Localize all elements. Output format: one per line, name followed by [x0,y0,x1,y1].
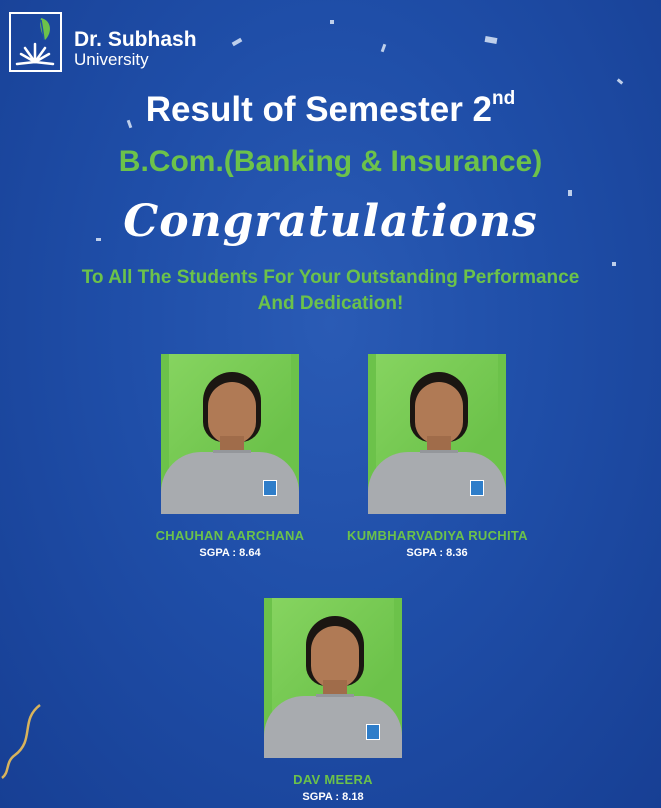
uniform-logo-icon [263,480,277,496]
confetti-piece [330,20,334,24]
congratulations-heading: Congratulations [123,196,538,247]
confetti-piece [485,36,498,44]
program-name: B.Com.(Banking & Insurance) [118,145,543,178]
university-logo [9,12,62,72]
student-photo [264,598,402,758]
confetti-piece [612,262,616,266]
student-name: CHAUHAN AARCHANA [155,528,305,543]
student-card [140,354,320,559]
uniform-logo-icon [470,480,484,496]
student-card [243,598,423,803]
student-card [347,354,527,559]
uniform-logo-icon [366,724,380,740]
student-photo [161,354,299,514]
gold-streamer-icon [0,700,50,780]
student-sgpa: SGPA : 8.36 [406,547,468,559]
student-sgpa: SGPA : 8.18 [302,791,364,803]
leaf-book-icon [11,14,60,70]
student-sgpa: SGPA : 8.64 [199,547,261,559]
university-name-main: Dr. Subhash [74,28,197,51]
student-name: KUMBHARVADIYA RUCHITA [347,528,528,543]
university-name-sub: University [74,50,149,70]
page-title [0,90,661,130]
student-name: DAV MEERA [293,772,373,787]
confetti-piece [617,78,624,84]
title-main: Result of Semester 2 [145,90,493,129]
confetti-piece [381,44,387,53]
university-name [74,28,197,70]
student-photo [368,354,506,514]
title-suffix: nd [492,88,516,109]
confetti-piece [232,38,243,46]
congratulations-message: To All The Students For Your Outstanding Performance And Dedication! [81,267,580,314]
